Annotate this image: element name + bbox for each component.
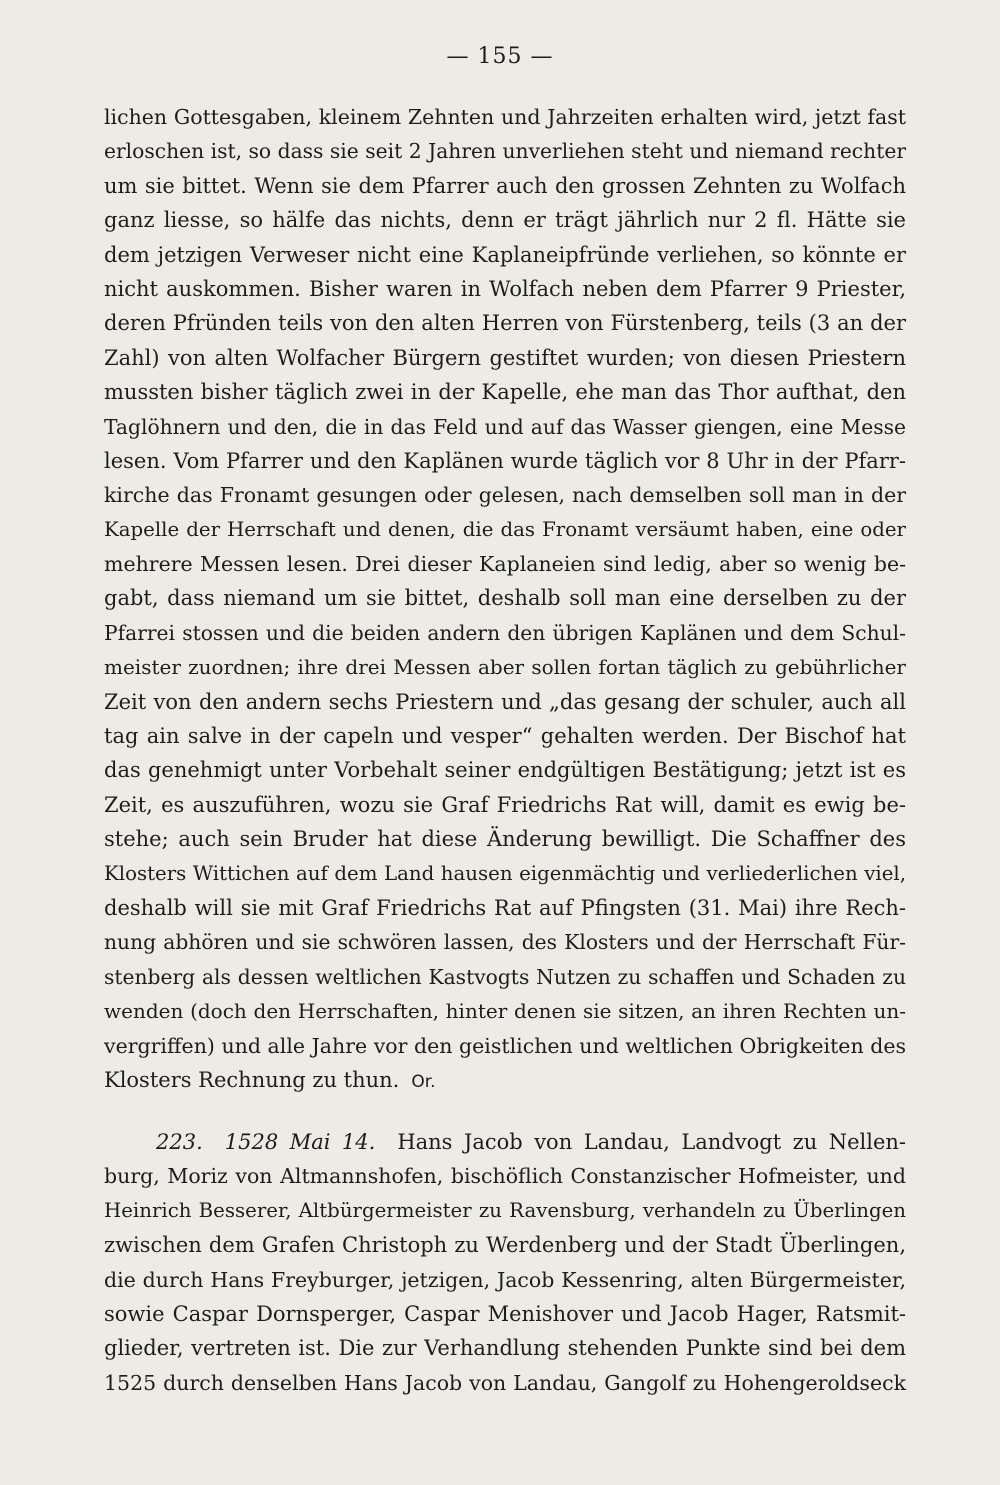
text-line: wenden (doch den Herrschaften, hinter denen sie sitzen, an ihren Rechten un- <box>104 999 906 1024</box>
text-line: nung abhören und sie schwören lassen, des Klosters und der Herrschaft Für- <box>104 930 906 955</box>
text-line-content: Klosters Rechnung zu thun. <box>104 1067 400 1092</box>
text-line: stenberg als dessen weltlichen Kastvogts Nutzen zu schaffen und Schaden zu <box>104 964 906 989</box>
text-line: Klosters Wittichen auf dem Land hausen eigenmächtig und verliederlichen viel, <box>104 861 906 885</box>
text-line: nicht auskommen. Bisher waren in Wolfach neben dem Pfarrer 9 Priester, <box>104 276 906 301</box>
text-line: deshalb will sie mit Graf Friedrichs Rat auf Pfingsten (31. Mai) ihre Rech- <box>104 895 906 920</box>
text-line: stehe; auch sein Bruder hat diese Änderung bewilligt. Die Schaffner des <box>104 827 906 852</box>
entry-223 <box>104 1125 906 1400</box>
text-line-content: Hans Jacob von Landau, Landvogt zu Nellen- <box>397 1130 906 1154</box>
text-line: meister zuordnen; ihre drei Messen aber sollen fortan täglich zu gebührlicher <box>104 655 906 680</box>
text-line: glieder, vertreten ist. Die zur Verhandlung stehenden Punkte sind bei dem <box>104 1336 906 1361</box>
source-sigla: Or. <box>411 1071 436 1092</box>
text-line: erloschen ist, so dass sie seit 2 Jahren unverliehen steht und niemand rechter <box>104 139 906 164</box>
text-line: Taglöhnern und den, die in das Feld und auf das Wasser giengen, eine Messe <box>104 414 906 439</box>
text-line: um sie bittet. Wenn sie dem Pfarrer auch den grossen Zehnten zu Wolfach <box>104 173 906 198</box>
text-line: Kapelle der Herrschaft und denen, die das Fronamt versäumt haben, eine oder <box>104 517 906 541</box>
text-line: tag ain salve in der capeln und vesper“ gehalten werden. Der Bischof hat <box>104 724 906 749</box>
text-line: mehrere Messen lesen. Drei dieser Kaplaneien sind ledig, aber so wenig be- <box>104 552 906 577</box>
page-number: — 155 — <box>446 44 554 69</box>
text-line: zwischen dem Grafen Christoph zu Werdenberg und der Stadt Überlingen, <box>104 1233 906 1258</box>
text-line: die durch Hans Freyburger, jetzigen, Jacob Kessenring, alten Bürgermeister, <box>104 1267 906 1292</box>
text-line: mussten bisher täglich zwei in der Kapelle, ehe man das Thor aufthat, den <box>104 380 906 405</box>
entry-heading-line <box>104 1125 906 1159</box>
text-line: burg, Moriz von Altmannshofen, bischöflich Constanzischer Hofmeister, und <box>104 1164 906 1189</box>
text-line: Zeit von den andern sechs Priestern und „das gesang der schuler, auch all <box>104 689 906 714</box>
text-line: das genehmigt unter Vorbehalt seiner endgültigen Bestätigung; jetzt ist es <box>104 758 906 783</box>
text-line: ganz liesse, so hälfe das nichts, denn er trägt jährlich nur 2 fl. Hätte sie <box>104 208 906 233</box>
entry-date: 1528 Mai 14. <box>224 1130 376 1154</box>
text-line: gabt, dass niemand um sie bittet, deshalb soll man eine derselben zu der <box>104 586 906 611</box>
text-line: Pfarrei stossen und die beiden andern den übrigen Kaplänen und dem Schul- <box>104 620 906 645</box>
text-line-last <box>104 1063 906 1097</box>
text-line: kirche das Fronamt gesungen oder gelesen, nach demselben soll man in der <box>104 483 906 508</box>
text-line: Heinrich Besserer, Altbürgermeister zu Ravensburg, verhandeln zu Überlingen <box>104 1198 906 1222</box>
text-line: Zahl) von alten Wolfacher Bürgern gestiftet wurden; von diesen Priestern <box>104 345 906 370</box>
text-line: sowie Caspar Dornsperger, Caspar Menishover und Jacob Hager, Ratsmit- <box>104 1301 906 1326</box>
text-line: lesen. Vom Pfarrer und den Kaplänen wurde täglich vor 8 Uhr in der Pfarr- <box>104 448 906 473</box>
text-line: 1525 durch denselben Hans Jacob von Landau, Gangolf zu Hohengeroldseck <box>104 1370 906 1395</box>
text-line: deren Pfründen teils von den alten Herren von Fürstenberg, teils (3 an der <box>104 311 906 336</box>
paragraph-continuation <box>104 100 906 1097</box>
text-line: dem jetzigen Verweser nicht eine Kaplaneipfründe verliehen, so könnte er <box>104 242 906 267</box>
text-line: vergriffen) und alle Jahre vor den geistlichen und weltlichen Obrigkeiten des <box>104 1033 906 1058</box>
text-line: lichen Gottesgaben, kleinem Zehnten und Jahrzeiten erhalten wird, jetzt fast <box>104 105 906 129</box>
text-line: Zeit, es auszuführen, wozu sie Graf Friedrichs Rat will, damit es ewig be- <box>104 792 906 817</box>
entry-number: 223. <box>156 1130 203 1154</box>
